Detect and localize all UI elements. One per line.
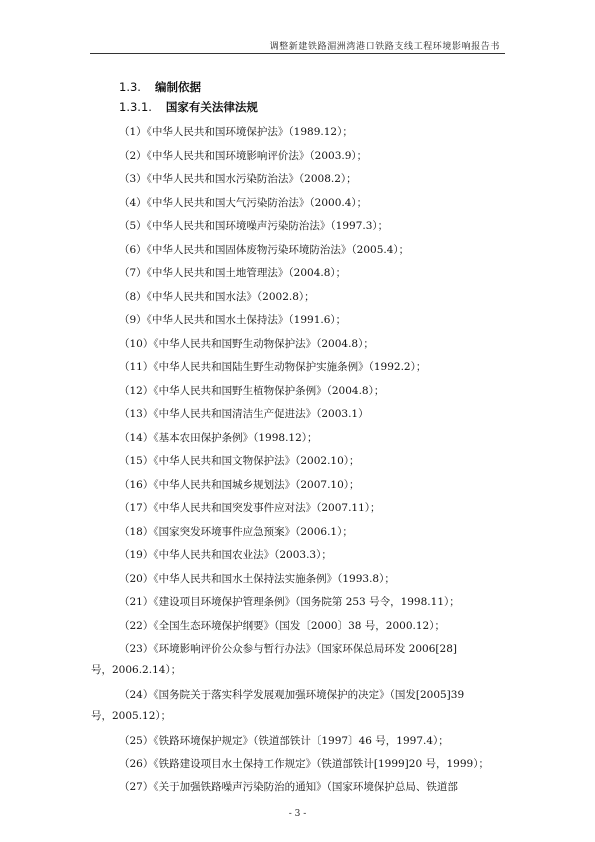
- list-item: （19）《中华人民共和国农业法》（2003.3）；: [119, 549, 332, 561]
- subsection-title: 国家有关法律法规: [165, 100, 258, 114]
- list-item: （7）《中华人民共和国土地管理法》（2004.8）；: [119, 267, 347, 279]
- list-item: （15）《中华人民共和国文物保护法》（2002.10）；: [119, 455, 360, 467]
- list-item: （21）《建设项目环境保护管理条例》（国务院第 253 号令，1998.11）；: [119, 596, 460, 608]
- list-item: （20）《中华人民共和国水土保持法实施条例》（1993.8）；: [119, 573, 395, 585]
- list-item: （4）《中华人民共和国大气污染防治法》（2000.4）；: [119, 197, 368, 209]
- section-heading: [119, 79, 201, 95]
- list-item: （14）《基本农田保护条例》（1998.12）；: [119, 432, 318, 444]
- list-item: （12）《中华人民共和国野生植物保护条例》（2004.8）；: [119, 385, 385, 397]
- list-item: （13）《中华人民共和国清洁生产促进法》（2003.1）: [119, 408, 369, 420]
- list-item: （2）《中华人民共和国环境影响评价法》（2003.9）；: [119, 150, 368, 162]
- page-header: [0, 0, 595, 52]
- list-item-continuation: 号，2006.2.14）；: [91, 664, 182, 676]
- list-item: （23）《环境影响评价公众参与暂行办法》（国家环保总局环发 2006[28]: [119, 643, 457, 655]
- subsection-number: 1.3.1.: [119, 100, 152, 114]
- list-item: （3）《中华人民共和国水污染防治法》（2008.2）；: [119, 173, 357, 185]
- list-item: （16）《中华人民共和国城乡规划法》（2007.10）；: [119, 479, 360, 491]
- subsection-heading: [119, 99, 258, 115]
- header-divider: [90, 53, 505, 54]
- section-number: 1.3.: [119, 80, 141, 94]
- list-item: （9）《中华人民共和国水土保持法》（1991.6）；: [119, 314, 347, 326]
- list-item: （6）《中华人民共和国固体废物污染环境防治法》（2005.4）；: [119, 244, 410, 256]
- list-item-continuation: 号，2005.12）；: [91, 710, 172, 722]
- list-item: （17）《中华人民共和国突发事件应对法》（2007.11）；: [119, 502, 381, 514]
- list-item: （25）《铁路环境保护规定》（铁道部铁计〔1997〕46 号，1997.4）；: [119, 735, 449, 747]
- list-item: （26）《铁路建设项目水土保持工作规定》（铁道部铁计[1999]20 号，1999）；: [119, 758, 489, 770]
- section-title: 编制依据: [154, 80, 201, 94]
- list-item: （24）《国务院关于落实科学发展观加强环境保护的决定》（国发[2005]39: [119, 689, 465, 701]
- list-item: （11）《中华人民共和国陆生野生动物保护实施条例》（1992.2）；: [119, 361, 427, 373]
- list-item: （10）《中华人民共和国野生动物保护法》（2004.8）；: [119, 338, 374, 350]
- list-item: （27）《关于加强铁路噪声污染防治的通知》（国家环境保护总局、铁道部: [119, 781, 458, 793]
- list-item: （1）《中华人民共和国环境保护法》（1989.12）；: [119, 126, 353, 138]
- list-item: （22）《全国生态环境保护纲要》（国发〔2000〕38 号，2000.12）；: [119, 620, 445, 632]
- page-number: - 3 -: [288, 809, 307, 819]
- header-title: 调整新建铁路湄洲湾港口铁路支线工程环境影响报告书: [269, 42, 500, 52]
- list-item: （18）《国家突发环境事件应急预案》（2006.1）；: [119, 526, 353, 538]
- list-item: （8）《中华人民共和国水法》（2002.8）；: [119, 291, 315, 303]
- list-item: （5）《中华人民共和国环境噪声污染防治法》（1997.3）；: [119, 220, 389, 232]
